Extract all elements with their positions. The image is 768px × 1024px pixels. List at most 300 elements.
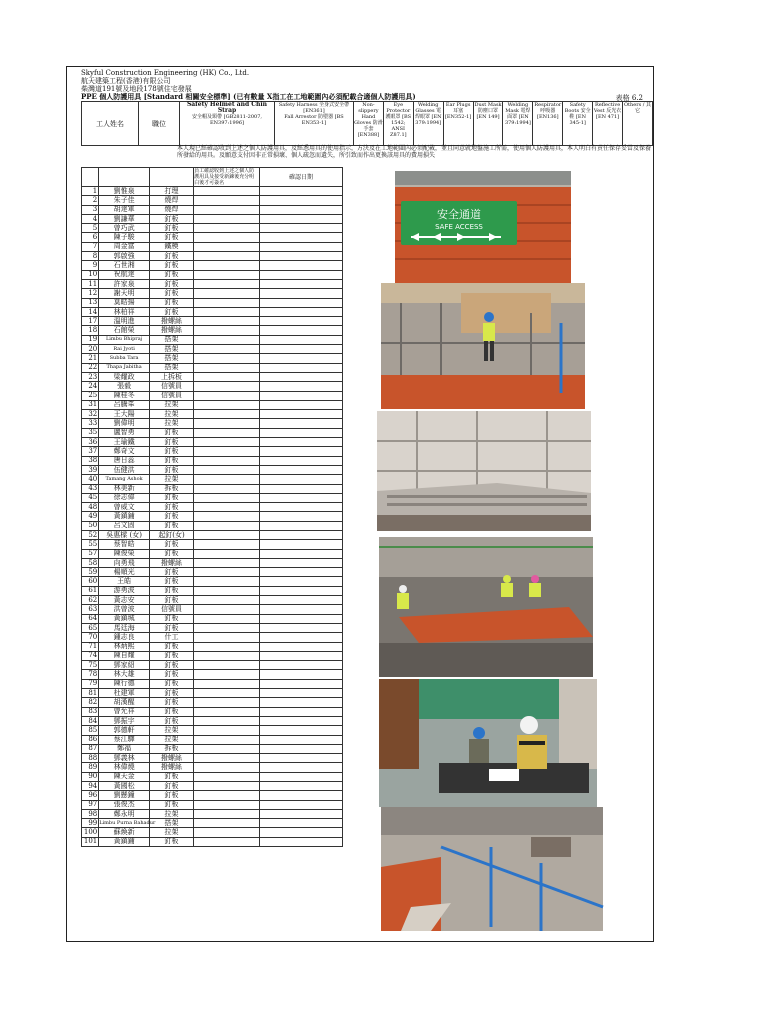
worker-name: 陳俊榮 bbox=[99, 549, 150, 558]
worker-date bbox=[259, 726, 342, 735]
worker-role: 釘板 bbox=[149, 716, 193, 725]
worker-number: 101 bbox=[82, 837, 99, 846]
header-date: 確認日期 bbox=[259, 168, 342, 187]
worker-role: 釘板 bbox=[149, 233, 193, 242]
worker-date bbox=[259, 679, 342, 688]
header-vest: Reflective Vest 反光衣 [EN 471] bbox=[593, 102, 623, 146]
worker-role: 釘板 bbox=[149, 586, 193, 595]
worker-number: 2 bbox=[82, 196, 99, 205]
worker-date bbox=[259, 540, 342, 549]
worker-number: 8 bbox=[82, 252, 99, 261]
worker-number: 4 bbox=[82, 214, 99, 223]
worker-signature bbox=[194, 354, 260, 363]
worker-number: 84 bbox=[82, 716, 99, 725]
worker-name: 黃鎮鋪 bbox=[99, 837, 150, 846]
worker-role: 釘板 bbox=[149, 465, 193, 474]
worker-name: 伍健洪 bbox=[99, 465, 150, 474]
table-row bbox=[82, 819, 343, 828]
worker-signature bbox=[194, 716, 260, 725]
worker-name: 杜建軍 bbox=[99, 689, 150, 698]
worker-date bbox=[259, 568, 342, 577]
table-row bbox=[82, 205, 343, 214]
worker-role: 撥螺絲 bbox=[149, 326, 193, 335]
worker-role: 燒焊 bbox=[149, 205, 193, 214]
table-row bbox=[82, 224, 343, 233]
worker-role: 釘板 bbox=[149, 670, 193, 679]
worker-signature bbox=[194, 391, 260, 400]
worker-signature bbox=[194, 837, 260, 846]
table-row bbox=[82, 763, 343, 772]
worker-name: 鄭福 bbox=[99, 744, 150, 753]
worker-role: 鐵模 bbox=[149, 242, 193, 251]
worker-role: 起釘(女) bbox=[149, 530, 193, 539]
worker-date bbox=[259, 428, 342, 437]
worker-signature bbox=[194, 261, 260, 270]
worker-name: 曾威文 bbox=[99, 503, 150, 512]
table-row bbox=[82, 345, 343, 354]
worker-name: 楊順光 bbox=[99, 568, 150, 577]
worker-number: 71 bbox=[82, 642, 99, 651]
worker-role: 撥螺絲 bbox=[149, 754, 193, 763]
worker-name: Tamang Ashok bbox=[99, 475, 150, 484]
worker-date bbox=[259, 614, 342, 623]
worker-name: 曾巧武 bbox=[99, 224, 150, 233]
photo-safe-access-sign bbox=[395, 171, 571, 283]
worker-table bbox=[81, 167, 343, 847]
worker-signature bbox=[194, 270, 260, 279]
worker-date bbox=[259, 289, 342, 298]
worker-role: 拉架 bbox=[149, 828, 193, 837]
col-role-blank bbox=[149, 168, 193, 187]
worker-name: 黃鎮城 bbox=[99, 614, 150, 623]
worker-date bbox=[259, 298, 342, 307]
form-sheet bbox=[66, 66, 654, 942]
worker-role: 打理 bbox=[149, 187, 193, 196]
table-row bbox=[82, 307, 343, 316]
header-fall-arrestor: Fall Arrestor 防墮器 [BS EN353-1] bbox=[284, 114, 344, 126]
worker-number: 83 bbox=[82, 707, 99, 716]
worker-number: 33 bbox=[82, 419, 99, 428]
table-row bbox=[82, 837, 343, 846]
worker-name: 劉懸鐘 bbox=[99, 791, 150, 800]
worker-role: 釘板 bbox=[149, 596, 193, 605]
worker-signature bbox=[194, 549, 260, 558]
worker-number: 24 bbox=[82, 382, 99, 391]
worker-name: 黃志安 bbox=[99, 596, 150, 605]
worker-number: 79 bbox=[82, 679, 99, 688]
table-row bbox=[82, 809, 343, 818]
table-row bbox=[82, 744, 343, 753]
table-row bbox=[82, 800, 343, 809]
worker-role: 釘板 bbox=[149, 800, 193, 809]
table-row bbox=[82, 317, 343, 326]
worker-number: 97 bbox=[82, 800, 99, 809]
worker-number: 75 bbox=[82, 661, 99, 670]
worker-signature bbox=[194, 605, 260, 614]
worker-signature bbox=[194, 828, 260, 837]
table-row bbox=[82, 326, 343, 335]
worker-signature bbox=[194, 289, 260, 298]
worker-role: 拉架 bbox=[149, 410, 193, 419]
worker-name: 洪曾波 bbox=[99, 605, 150, 614]
worker-name: 王瑜鐵 bbox=[99, 438, 150, 447]
worker-name: 張俊杰 bbox=[99, 800, 150, 809]
worker-role: 什工 bbox=[149, 633, 193, 642]
worker-number: 89 bbox=[82, 763, 99, 772]
table-row bbox=[82, 577, 343, 586]
table-row bbox=[82, 512, 343, 521]
worker-signature bbox=[194, 372, 260, 381]
worker-signature bbox=[194, 530, 260, 539]
table-row bbox=[82, 614, 343, 623]
table-row bbox=[82, 465, 343, 474]
worker-signature bbox=[194, 363, 260, 372]
worker-name: 溫明進 bbox=[99, 317, 150, 326]
header-helmet-label: Safety Helmet and Chin Strap bbox=[186, 101, 268, 114]
worker-role: 釘板 bbox=[149, 791, 193, 800]
table-row bbox=[82, 270, 343, 279]
worker-name: 馬廷海 bbox=[99, 623, 150, 632]
header-welding: Welding Glasses 電焊眼罩 [EN 379:1994] bbox=[413, 102, 443, 146]
worker-name: Thapa Jabitha bbox=[99, 363, 150, 372]
worker-role: 釘板 bbox=[149, 772, 193, 781]
worker-signature bbox=[194, 326, 260, 335]
worker-number: 74 bbox=[82, 651, 99, 660]
worker-date bbox=[259, 577, 342, 586]
worker-date bbox=[259, 512, 342, 521]
header-harness-label: Safety Harness 全身式安全帶 [EN361] bbox=[278, 102, 350, 114]
worker-date bbox=[259, 187, 342, 196]
worker-number: 100 bbox=[82, 828, 99, 837]
table-row bbox=[82, 252, 343, 261]
worker-signature bbox=[194, 754, 260, 763]
worker-signature bbox=[194, 214, 260, 223]
worker-name: 唐日蕊 bbox=[99, 456, 150, 465]
worker-signature bbox=[194, 596, 260, 605]
company-name-zh: 航天建築工程(香港)有限公司 bbox=[81, 77, 171, 85]
worker-number: 82 bbox=[82, 698, 99, 707]
worker-date bbox=[259, 716, 342, 725]
worker-role: 釘板 bbox=[149, 270, 193, 279]
worker-date bbox=[259, 530, 342, 539]
ppe-header-table bbox=[81, 101, 653, 146]
worker-number: 5 bbox=[82, 224, 99, 233]
worker-date bbox=[259, 345, 342, 354]
worker-signature bbox=[194, 410, 260, 419]
worker-name: 謝天明 bbox=[99, 289, 150, 298]
company-name-en: Skyful Construction Engineering (HK) Co., Ltd. bbox=[81, 69, 250, 77]
table-row bbox=[82, 782, 343, 791]
worker-role: 信號員 bbox=[149, 391, 193, 400]
worker-number: 64 bbox=[82, 614, 99, 623]
worker-role: 撥螺絲 bbox=[149, 558, 193, 567]
worker-date bbox=[259, 800, 342, 809]
worker-name: 許家泉 bbox=[99, 279, 150, 288]
worker-number: 3 bbox=[82, 205, 99, 214]
worker-name: 鄧家紹 bbox=[99, 661, 150, 670]
worker-signature bbox=[194, 335, 260, 344]
table-row bbox=[82, 503, 343, 512]
worker-date bbox=[259, 623, 342, 632]
table-row bbox=[82, 335, 343, 344]
table-row bbox=[82, 289, 343, 298]
table-row bbox=[82, 549, 343, 558]
worker-date bbox=[259, 326, 342, 335]
table-row bbox=[82, 540, 343, 549]
worker-signature bbox=[194, 317, 260, 326]
table-row bbox=[82, 716, 343, 725]
project-name: 柴灣道191號及地段178號住宅發展 bbox=[81, 85, 192, 93]
worker-name: 黃國松 bbox=[99, 782, 150, 791]
worker-role: 釘板 bbox=[149, 614, 193, 623]
worker-role: 釘板 bbox=[149, 428, 193, 437]
worker-signature bbox=[194, 726, 260, 735]
table-row bbox=[82, 493, 343, 502]
table-row bbox=[82, 382, 343, 391]
worker-date bbox=[259, 270, 342, 279]
worker-number: 78 bbox=[82, 670, 99, 679]
worker-name: 郭啟強 bbox=[99, 252, 150, 261]
header-weldingmask: Welding Mask 電焊面罩 [EN 379:1994] bbox=[503, 102, 533, 146]
worker-date bbox=[259, 456, 342, 465]
table-row bbox=[82, 623, 343, 632]
table-row bbox=[82, 428, 343, 437]
worker-signature bbox=[194, 568, 260, 577]
worker-role: 釘板 bbox=[149, 698, 193, 707]
worker-number: 32 bbox=[82, 410, 99, 419]
worker-date bbox=[259, 252, 342, 261]
worker-role: 撥螺絲 bbox=[149, 763, 193, 772]
worker-date bbox=[259, 586, 342, 595]
worker-role: 釘板 bbox=[149, 224, 193, 233]
worker-signature bbox=[194, 651, 260, 660]
worker-number: 90 bbox=[82, 772, 99, 781]
worker-date bbox=[259, 558, 342, 567]
worker-name: 王皓 bbox=[99, 577, 150, 586]
worker-name: 朱子佳 bbox=[99, 196, 150, 205]
worker-signature bbox=[194, 809, 260, 818]
worker-role: 搭架 bbox=[149, 345, 193, 354]
worker-name: 游勇波 bbox=[99, 586, 150, 595]
worker-role: 拉架 bbox=[149, 735, 193, 744]
table-row bbox=[82, 354, 343, 363]
worker-signature bbox=[194, 400, 260, 409]
worker-number: 23 bbox=[82, 372, 99, 381]
photo-deck-railing bbox=[381, 807, 603, 931]
worker-signature bbox=[194, 419, 260, 428]
table-row bbox=[82, 772, 343, 781]
worker-role: 釘板 bbox=[149, 837, 193, 846]
worker-name: 劉謙華 bbox=[99, 214, 150, 223]
table-row bbox=[82, 651, 343, 660]
table-row bbox=[82, 698, 343, 707]
worker-signature bbox=[194, 698, 260, 707]
worker-signature bbox=[194, 763, 260, 772]
table-row bbox=[82, 372, 343, 381]
worker-name: 劉偉明 bbox=[99, 419, 150, 428]
worker-name: 王大陽 bbox=[99, 410, 150, 419]
worker-number: 86 bbox=[82, 735, 99, 744]
worker-name: 鍾志良 bbox=[99, 633, 150, 642]
worker-number: 1 bbox=[82, 187, 99, 196]
header-eye: Eye Protector 護眼罩 [BS 1542; ANSI Z87.1] bbox=[383, 102, 413, 146]
worker-signature bbox=[194, 782, 260, 791]
table-row bbox=[82, 242, 343, 251]
worker-signature bbox=[194, 447, 260, 456]
worker-number: 58 bbox=[82, 558, 99, 567]
worker-signature bbox=[194, 623, 260, 632]
worker-date bbox=[259, 549, 342, 558]
worker-signature bbox=[194, 800, 260, 809]
worker-role: 燒焊 bbox=[149, 196, 193, 205]
worker-number: 63 bbox=[82, 605, 99, 614]
header-gloves: Non-slippery Hand Gloves 防滑手套 [EN388] bbox=[354, 102, 384, 146]
worker-number: 22 bbox=[82, 363, 99, 372]
worker-signature bbox=[194, 512, 260, 521]
worker-number: 40 bbox=[82, 475, 99, 484]
declaration-text: 本人現已經確認收到上述之個人防護用具，及經悉用具的使用指示，方決及在工地範圍內必須配載，並且同意就地盤施工所需，使用個人防護用具，本人明白有責任保存妥當及保養所發給的用具。及願意支付因非正常損壞、個人疏忽而遺失，所引致而作出更換該用具的費用損失 bbox=[177, 145, 652, 159]
worker-role: 釘板 bbox=[149, 642, 193, 651]
worker-role: 拉架 bbox=[149, 475, 193, 484]
worker-signature bbox=[194, 558, 260, 567]
worker-signature bbox=[194, 224, 260, 233]
worker-role: 釘板 bbox=[149, 298, 193, 307]
header-earplugs: Ear Plugs 耳塞 [EN352-1] bbox=[443, 102, 473, 146]
worker-name: 林炳熙 bbox=[99, 642, 150, 651]
worker-name: 林大雄 bbox=[99, 670, 150, 679]
worker-role: 搭架 bbox=[149, 819, 193, 828]
worker-number: 81 bbox=[82, 689, 99, 698]
worker-signature bbox=[194, 689, 260, 698]
worker-signature bbox=[194, 642, 260, 651]
worker-role: 搭架 bbox=[149, 363, 193, 372]
worker-number: 96 bbox=[82, 791, 99, 800]
worker-signature bbox=[194, 679, 260, 688]
worker-signature bbox=[194, 670, 260, 679]
worker-signature bbox=[194, 456, 260, 465]
worker-name: 林美新 bbox=[99, 484, 150, 493]
table-row bbox=[82, 214, 343, 223]
worker-name: 劉惟泉 bbox=[99, 187, 150, 196]
worker-number: 9 bbox=[82, 261, 99, 270]
worker-signature bbox=[194, 382, 260, 391]
worker-number: 55 bbox=[82, 540, 99, 549]
worker-signature bbox=[194, 503, 260, 512]
header-helmet bbox=[180, 102, 275, 146]
worker-name: 盧智勇 bbox=[99, 428, 150, 437]
form-number: 表格 6.2 bbox=[615, 94, 643, 102]
table-row bbox=[82, 400, 343, 409]
worker-name: Limbu Purna Bahadur bbox=[99, 819, 150, 828]
worker-signature bbox=[194, 307, 260, 316]
worker-number: 98 bbox=[82, 809, 99, 818]
header-dustmask: Dust Mask 防塵口罩 [EN 149] bbox=[473, 102, 503, 146]
worker-role: 釘板 bbox=[149, 503, 193, 512]
worker-number: 48 bbox=[82, 503, 99, 512]
worker-number: 13 bbox=[82, 298, 99, 307]
worker-role: 釘板 bbox=[149, 307, 193, 316]
worker-number: 52 bbox=[82, 530, 99, 539]
worker-signature bbox=[194, 735, 260, 744]
worker-name: 陳天金 bbox=[99, 772, 150, 781]
table-row bbox=[82, 828, 343, 837]
worker-signature bbox=[194, 279, 260, 288]
worker-number: 19 bbox=[82, 335, 99, 344]
worker-name: 張毅 bbox=[99, 382, 150, 391]
table-row bbox=[82, 754, 343, 763]
worker-date bbox=[259, 763, 342, 772]
worker-role: 釘板 bbox=[149, 279, 193, 288]
table-row bbox=[82, 475, 343, 484]
worker-number: 65 bbox=[82, 623, 99, 632]
worker-date bbox=[259, 242, 342, 251]
table-row bbox=[82, 679, 343, 688]
worker-name: 鄧振宇 bbox=[99, 716, 150, 725]
worker-role: 釘板 bbox=[149, 707, 193, 716]
photo-briefing bbox=[379, 679, 597, 807]
worker-date bbox=[259, 828, 342, 837]
table-row bbox=[82, 586, 343, 595]
worker-name: 胡達軍 bbox=[99, 205, 150, 214]
worker-date bbox=[259, 261, 342, 270]
header-sign: 員工確認收到上述之個人防護用具及接受新鍊後充分明白後才可簽名 bbox=[194, 168, 260, 187]
worker-role: 釘板 bbox=[149, 252, 193, 261]
worker-date bbox=[259, 707, 342, 716]
header-boots: Safety Boots 安全鞋 [EN 345-1] bbox=[563, 102, 593, 146]
worker-role: 搭架 bbox=[149, 335, 193, 344]
worker-number: 17 bbox=[82, 317, 99, 326]
worker-name: 鄧義林 bbox=[99, 754, 150, 763]
worker-signature bbox=[194, 791, 260, 800]
worker-role: 拉架 bbox=[149, 809, 193, 818]
worker-number: 35 bbox=[82, 428, 99, 437]
worker-role: 信號員 bbox=[149, 382, 193, 391]
worker-date bbox=[259, 224, 342, 233]
worker-name: 鄭奇文 bbox=[99, 447, 150, 456]
table-row bbox=[82, 363, 343, 372]
table-row bbox=[82, 661, 343, 670]
worker-number: 94 bbox=[82, 782, 99, 791]
worker-number: 61 bbox=[82, 586, 99, 595]
worker-signature bbox=[194, 196, 260, 205]
table-row bbox=[82, 391, 343, 400]
worker-signature bbox=[194, 252, 260, 261]
worker-signature bbox=[194, 493, 260, 502]
table-row bbox=[82, 689, 343, 698]
col-name-blank bbox=[99, 168, 150, 187]
worker-role: 釘板 bbox=[149, 689, 193, 698]
table-row bbox=[82, 642, 343, 651]
worker-date bbox=[259, 493, 342, 502]
worker-date bbox=[259, 689, 342, 698]
worker-role: 釘板 bbox=[149, 568, 193, 577]
worker-signature bbox=[194, 475, 260, 484]
sign-zh-text: 安全通道 bbox=[437, 208, 481, 221]
worker-role: 釘板 bbox=[149, 782, 193, 791]
worker-role: 釘板 bbox=[149, 512, 193, 521]
worker-signature bbox=[194, 187, 260, 196]
sign-en-text: SAFE ACCESS bbox=[435, 223, 483, 231]
col-blank bbox=[82, 168, 99, 187]
worker-number: 10 bbox=[82, 270, 99, 279]
header-others: Others / 其它 bbox=[623, 102, 653, 146]
worker-name: 林偉燒 bbox=[99, 763, 150, 772]
worker-name: Subba Tara bbox=[99, 354, 150, 363]
worker-date bbox=[259, 317, 342, 326]
worker-name: 呂文固 bbox=[99, 521, 150, 530]
worker-signature bbox=[194, 205, 260, 214]
worker-date bbox=[259, 475, 342, 484]
